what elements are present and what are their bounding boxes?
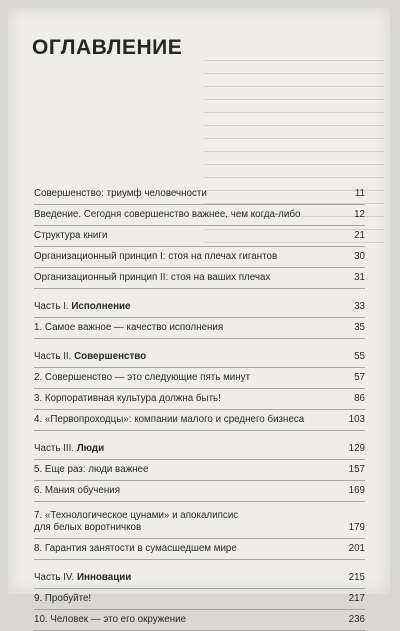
page-number: 30: [354, 251, 365, 262]
toc-entry-row[interactable]: [34, 247, 365, 268]
part-prefix: Часть II.: [34, 351, 72, 362]
toc-entry-row[interactable]: [34, 589, 365, 610]
section-gap: [34, 431, 365, 439]
part-name: Исполнение: [71, 301, 131, 312]
section-gap: [34, 289, 365, 297]
toc-entry-title: [34, 485, 365, 501]
toc-part-title: [34, 443, 365, 459]
toc-entry-row[interactable]: [34, 318, 365, 339]
part-prefix: Часть I.: [34, 301, 69, 312]
entry-title-line: Организационный принцип II: стоя на ваших плечах: [34, 272, 271, 283]
section-gap: [34, 339, 365, 347]
page-number: 57: [354, 372, 365, 383]
toc-part-row[interactable]: [34, 439, 365, 460]
entry-title-line: 9. Пробуйте!: [34, 593, 92, 604]
page-number: 86: [354, 393, 365, 404]
toc-entry-title: [34, 251, 365, 267]
toc-entry-row[interactable]: [34, 539, 365, 560]
entry-title-line: Введение. Сегодня совершенство важнее, чем когда-либо: [34, 209, 301, 220]
toc-entry-title: [34, 372, 365, 388]
entry-title-line: 8. Гарантия занятости в сумасшедшем мире: [34, 543, 237, 554]
toc-entry-row[interactable]: [34, 410, 365, 431]
toc-part-title: [34, 351, 365, 367]
toc-entry-row[interactable]: [34, 610, 365, 631]
toc-entry-row[interactable]: [34, 205, 365, 226]
page-number: 179: [348, 522, 365, 533]
page-number: 217: [348, 593, 365, 604]
toc-entry-row[interactable]: [34, 368, 365, 389]
toc-entry-row[interactable]: [34, 389, 365, 410]
page-number: 157: [348, 464, 365, 475]
toc-part-row[interactable]: [34, 568, 365, 589]
part-prefix: Часть IV.: [34, 572, 75, 583]
entry-title-line: Структура книги: [34, 230, 108, 241]
page-number: 201: [348, 543, 365, 554]
toc-entry-title: [34, 414, 365, 430]
entry-title-line: 1. Самое важное — качество исполнения: [34, 322, 224, 333]
page-number: 21: [354, 230, 365, 241]
toc-entry-row[interactable]: [34, 460, 365, 481]
page-number: 31: [354, 272, 365, 283]
toc-entry-title: [34, 322, 365, 338]
entry-title-line: 2. Совершенство — это следующие пять минут: [34, 372, 251, 383]
toc-entry-title: [34, 209, 365, 225]
toc-part-title: [34, 572, 365, 588]
toc-entry-title: [34, 230, 365, 246]
page-number: 55: [354, 351, 365, 362]
toc-entry-title: [34, 593, 365, 609]
toc-entry-title: [34, 543, 365, 559]
toc-entry-title: [34, 614, 365, 630]
book-page: [8, 8, 390, 625]
toc-entry-title: [34, 393, 365, 409]
toc-part-row[interactable]: [34, 297, 365, 318]
part-name: Инновации: [77, 572, 132, 583]
entry-title-line: 4. «Первопроходцы»: компании малого и среднего бизнеса: [34, 414, 305, 425]
toc-entry-title: [34, 464, 365, 480]
part-prefix: Часть III.: [34, 443, 75, 454]
page-number: 11: [354, 188, 365, 199]
toc-entry-title: [34, 188, 365, 204]
page-number: 12: [354, 209, 365, 220]
toc-entry-row[interactable]: [34, 184, 365, 205]
toc-part-row[interactable]: [34, 347, 365, 368]
toc-entry-row[interactable]: [34, 226, 365, 247]
page-number: 103: [348, 414, 365, 425]
page-number: 215: [348, 572, 365, 583]
toc-entry-title: [34, 272, 365, 288]
part-name: Совершенство: [74, 351, 147, 362]
entry-title-line: Организационный принцип I: стоя на плечах гигантов: [34, 251, 278, 262]
entry-title-line: 10. Человек — это его окружение: [34, 614, 187, 625]
section-gap: [34, 560, 365, 568]
entry-title-line: 3. Корпоративная культура должна быть!: [34, 393, 221, 404]
entry-title-line-2: для белых воротничков: [34, 522, 142, 533]
toc-part-title: [34, 301, 365, 317]
page-number: 35: [354, 322, 365, 333]
toc-entry-row[interactable]: [34, 502, 365, 539]
page-number: 169: [348, 485, 365, 496]
page-number: 236: [348, 614, 365, 625]
toc-entry-title: [34, 510, 365, 538]
page-number: 129: [348, 443, 365, 454]
toc-entry-row[interactable]: [34, 268, 365, 289]
part-name: Люди: [76, 443, 105, 454]
entry-title-line: 5. Еще раз: люди важнее: [34, 464, 149, 475]
table-of-contents: [34, 184, 365, 631]
entry-title-line: 6. Мания обучения: [34, 485, 121, 496]
entry-title-line: Совершенство: триумф человечности: [34, 188, 207, 199]
page-number: 33: [354, 301, 365, 312]
toc-entry-row[interactable]: [34, 481, 365, 502]
page-title: ОГЛАВЛЕНИЕ: [32, 36, 183, 59]
entry-title-line: 7. «Технологическое цунами» и апокалипсис: [34, 510, 239, 521]
